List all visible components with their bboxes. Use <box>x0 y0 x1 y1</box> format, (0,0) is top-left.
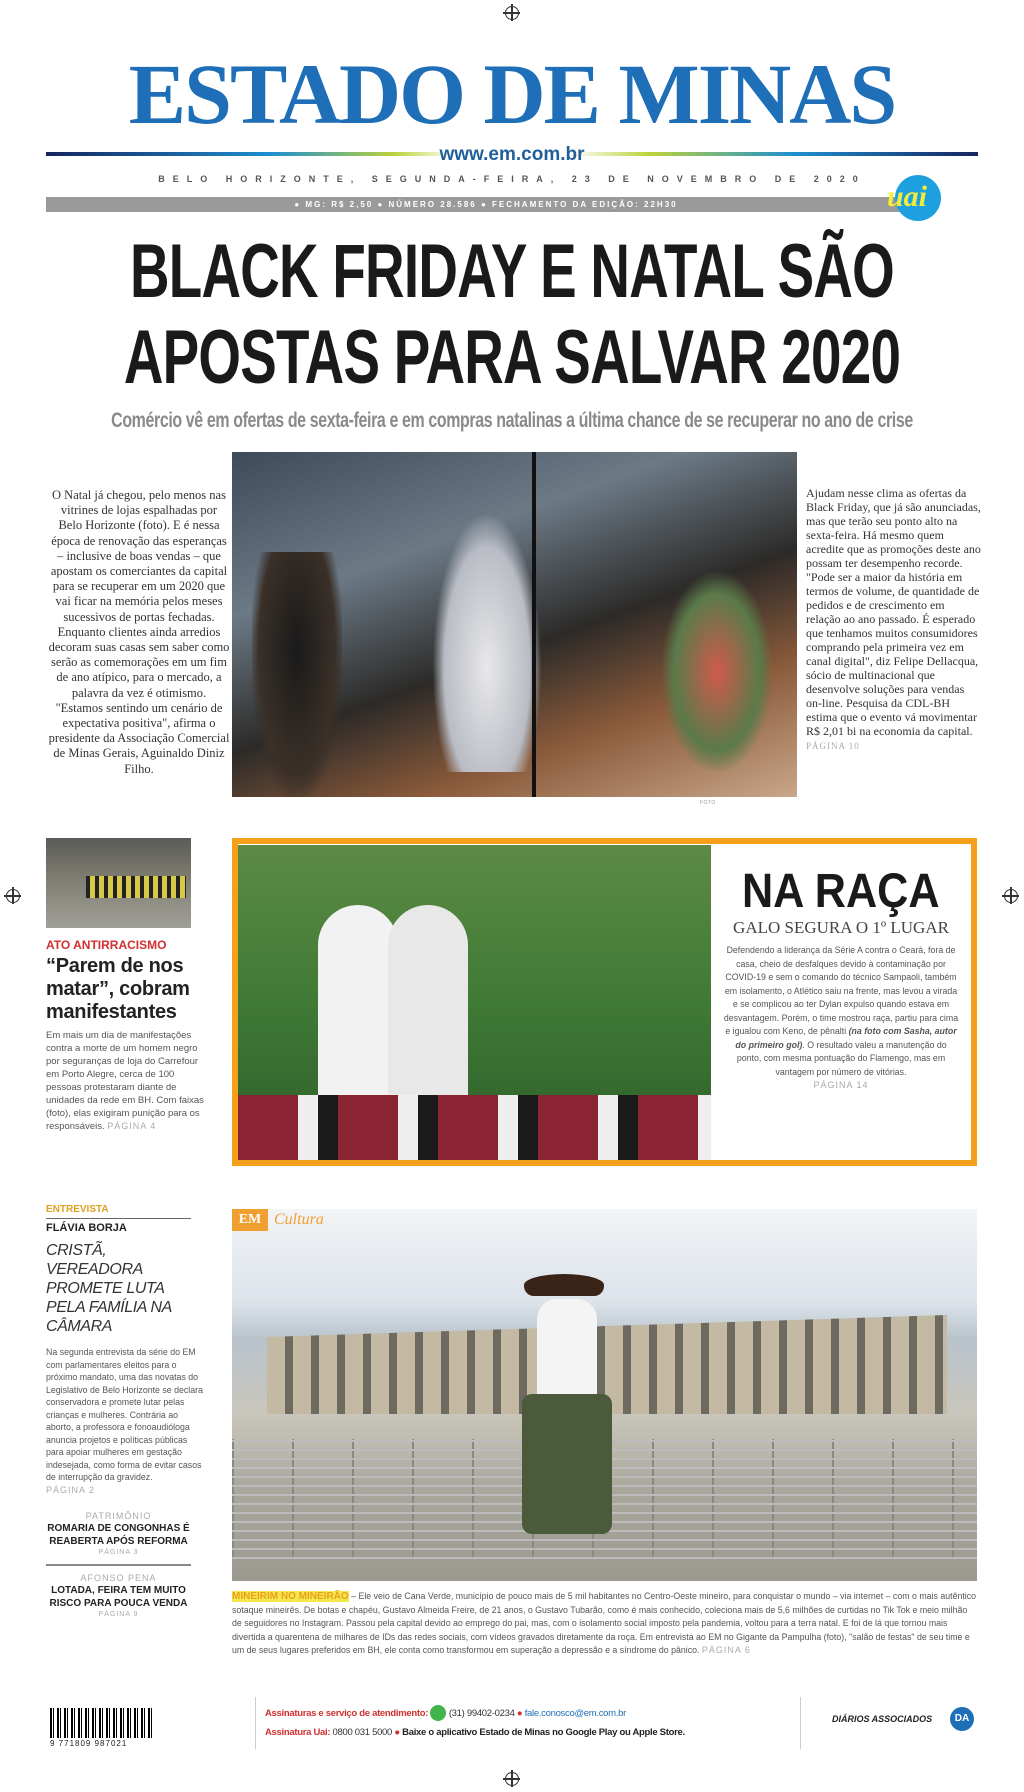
left-column-lower <box>46 1204 206 1620</box>
photo-credit: FOTO <box>700 800 716 806</box>
publisher-logo: DA <box>950 1707 974 1731</box>
website-link[interactable]: www.em.com.br <box>439 144 585 165</box>
sports-photo-atletico-celebration <box>238 845 711 1160</box>
page-reference[interactable]: PÁGINA 14 <box>813 1080 869 1090</box>
divider <box>800 1697 801 1749</box>
publisher-name: DIÁRIOS ASSOCIADOS <box>832 1714 933 1724</box>
uai-logo[interactable]: uai <box>895 175 941 221</box>
registration-mark-top <box>505 6 519 20</box>
edition-info-bar: ● MG: R$ 2,50 ● NÚMERO 28.586 ● FECHAMENTO DA EDIÇÃO: 22H30 <box>46 197 926 212</box>
brief-fair[interactable]: AFONSO PENA LOTADA, FEIRA TEM MUITO RISCO PARA POUCA VENDA PÁGINA 9 <box>49 1573 188 1618</box>
antiracism-body: Em mais um dia de manifestações contra a morte de um homem negro por seguranças de loja do Carrefour em Porto Alegre, cerca de 100 pessoas protestaram diante de unidades da rede em BH. Com faixas (foto), elas exigiram punição para os responsáveis. PÁGINA 4 <box>46 1030 204 1132</box>
lead-headline-line1: BLACK FRIDAY E NATAL SÃO <box>129 229 895 314</box>
page-reference[interactable]: PÁGINA 10 <box>806 741 860 751</box>
interview-name: FLÁVIA BORJA <box>46 1222 127 1234</box>
dateline: BELO HORIZONTE, SEGUNDA-FEIRA, 23 DE NOVEMBRO DE 2020 <box>158 174 866 184</box>
lead-left-column: O Natal já chegou, pelo menos nas vitrines de lojas espalhadas por Belo Horizonte (foto). E é nessa época de renovação das esperanças – inclusive de boas vendas – que apostam os comerciantes da capital para se recuperar em um 2020 que vai ficar na memória pelos meses sucessivos de portas fechadas. Enquanto clientes ainda arredios decoram suas casas sem saber como serão as comemorações em um fim de ano atípico, para o mercado, a palavra da vez é otimismo. "Estamos sentindo um cenário de expectativa positiva", afirma o presidente da Associação Comercial de Minas Gerais, Aguinaldo Diniz Filho. <box>48 488 230 776</box>
page-reference[interactable]: PÁGINA 2 <box>46 1484 96 1495</box>
lead-headline-line2: APOSTAS PARA SALVAR 2020 <box>123 315 901 400</box>
culture-photo-mineirao <box>232 1209 977 1581</box>
registration-mark-right <box>1004 889 1018 903</box>
divider <box>255 1697 256 1749</box>
whatsapp-number[interactable]: (31) 99402-0234 <box>448 1708 515 1719</box>
page-reference[interactable]: PÁGINA 6 <box>701 1645 751 1655</box>
lead-photo-christmas-shop <box>232 452 797 797</box>
divider <box>46 1564 191 1566</box>
culture-caption: MINEIRIM NO MINEIRÃO – Ele veio de Cana Verde, município de pouco mais de 5 mil habitantes no Centro-Oeste mineiro, para conquistar o mundo – via internet – com o mais autêntico sotaque mineirês. De botas e chapéu, Gustavo Almeida Freire, de 21 anos, o Gustavo Tubarão, como é mais conhecido, coleciona mais de 5,6 milhões de curtidas no Tik Tok e meio milhão de seguidores no Instagram. Passou pela capital devido ao emprego do pai, mas, com o isolamento social imposto pela pandemia, voltou para a terra natal. E foi de lá que tornou mais divertida a quarentena de milhares de IDs das redes sociais, com vídeos gravados diretamente da roça. Em entrevista ao EM no Gigante da Pampulha (foto), "salão de festas" de seu time e um de seus lugares preferidos em BH, ele conta como transformou em superação a depressão e a síndrome do pânico. PÁGINA 6 <box>232 1591 977 1655</box>
antiracism-headline[interactable]: “Parem de nos matar”, cobram manifestantes <box>46 955 190 1023</box>
lead-right-column: Ajudam nesse clima as ofertas da Black Friday, que já são anunciadas, mas que terão seu ponto alto na sexta-feira. Há mesmo quem acredite que as promoções deste ano possam ter desempenho recorde. "Pode ser a maior da história em termos de volume, de quantidade de pedidos e de crescimento em relação ao ano passado. É esperado que tenhamos muitos consumidores comprando pela primeira vez em canal digital", diz Felipe Dellacqua, sócio de multinacional que desenvolve soluções para vendas on-line. Pesquisa da CDL-BH estima que o evento vá movimentar R$ 2,01 bi na economia da capital. PÁGINA 10 <box>806 486 981 751</box>
barcode-number: 9 771809 987021 <box>50 1739 128 1748</box>
interview-headline[interactable]: CRISTÃ, VEREADORA PROMETE LUTA PELA FAMÍLIA NA CÂMARA <box>46 1242 172 1335</box>
interview-body: Na segunda entrevista da série do EM com parlamentares eleitos para o próximo mandato, uma das novatas do Legislativo de Belo Horizonte se declara conservadora e promete lutar pelas crianças e mulheres. Contrária ao aborto, a professora e fonoaudióloga anuncia projetos e políticas públicas para apoiar mulheres em gestação indesejada, como forma de evitar casos de interrupção da gravidez. PÁGINA 2 <box>46 1347 203 1495</box>
interview-kicker: ENTREVISTA <box>46 1204 109 1215</box>
antiracism-story <box>46 938 211 1133</box>
masthead-title: ESTADO DE MINAS <box>128 46 896 142</box>
sports-body: Defendendo a liderança da Série A contra o Ceará, fora de casa, cheio de desfalques devido à contaminação por COVID-19 e sem o comando do técnico Sampaoli, também em isolamento, o Atlético saiu na frente, mas levou a virada e se complicou ao ter Dylan expulso quando estava em desvantagem. Porém, o time mostrou raça, partiu para cima e igualou com Keno, de pênalti (na foto com Sasha, autor do primeiro gol). O resultado valeu a manutenção do ponto, com mesma pontuação do Flamengo, mas em vantagem por número de vitórias. PÁGINA 14 <box>723 945 959 1090</box>
sports-headline[interactable]: NA RAÇA <box>742 865 940 918</box>
brief-heritage[interactable]: PATRIMÔNIO ROMARIA DE CONGONHAS É REABERTA APÓS REFORMA PÁGINA 3 <box>47 1511 190 1556</box>
antiracism-kicker: ATO ANTIRRACISMO <box>46 938 167 952</box>
whatsapp-icon <box>430 1705 446 1721</box>
sports-text <box>711 866 971 1093</box>
footer-subscriptions: Assinaturas e serviço de atendimento: (31) 99402-0234 ● fale.conosco@em.com.br <box>265 1705 626 1723</box>
protest-photo <box>46 838 191 928</box>
sports-subhead: GALO SEGURA O 1º LUGAR <box>733 918 949 937</box>
footer-app: Assinatura Uai: 0800 031 5000 ● Baixe o aplicativo Estado de Minas no Google Play ou Apple Store. <box>265 1727 685 1738</box>
lead-subtitle: Comércio vê em ofertas de sexta-feira e em compras natalinas a última chance de se recuperar no ano de crise <box>111 409 913 432</box>
email-link[interactable]: fale.conosco@em.com.br <box>524 1708 626 1719</box>
page-reference[interactable]: PÁGINA 4 <box>107 1121 157 1131</box>
registration-mark-bottom <box>505 1772 519 1786</box>
divider <box>46 1218 191 1219</box>
registration-mark-left <box>6 889 20 903</box>
em-badge: EM <box>232 1209 268 1231</box>
barcode <box>50 1708 155 1738</box>
culture-section-label[interactable]: Cultura <box>274 1211 324 1228</box>
